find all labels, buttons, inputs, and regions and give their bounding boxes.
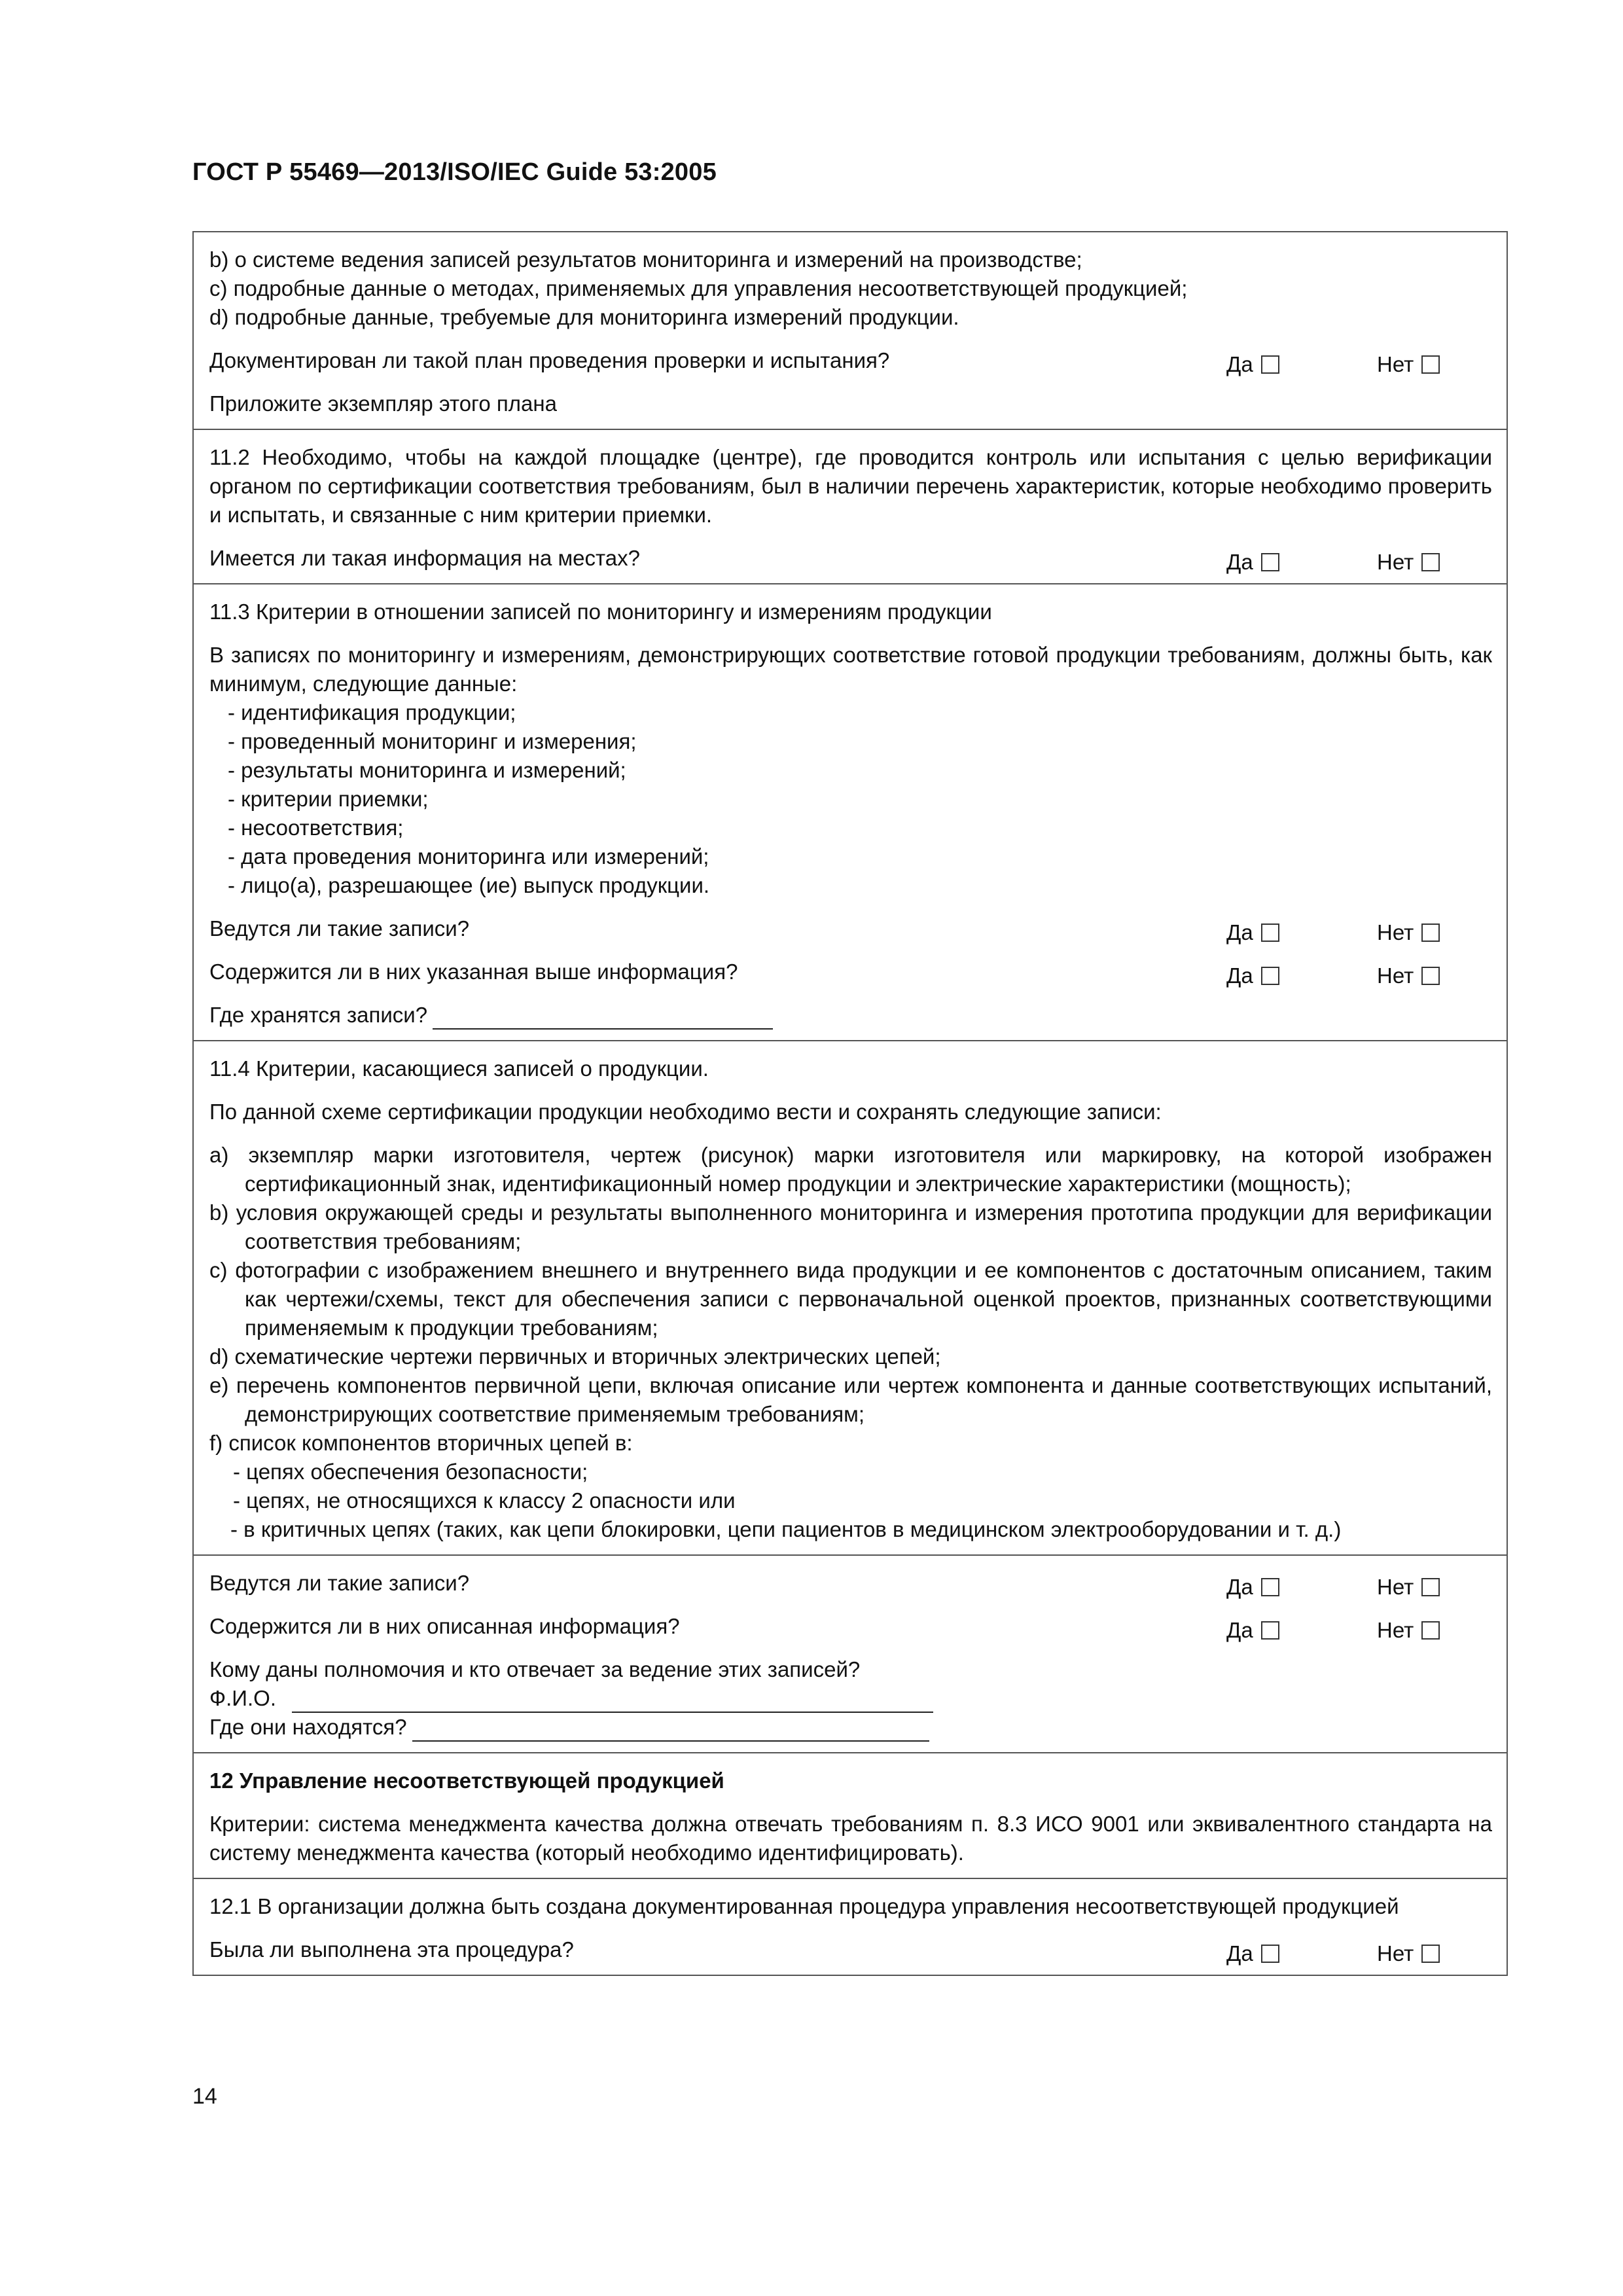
list-item: - идентификация продукции;	[228, 700, 516, 725]
question-text: Документирован ли такой план проведения проверки и испытания?	[209, 348, 890, 372]
yes-label: Да	[1226, 352, 1253, 376]
list-item: - результаты мониторинга и измерений;	[228, 758, 626, 782]
question-text: Была ли выполнена эта процедура?	[209, 1937, 574, 1962]
section-11-2	[194, 429, 1507, 583]
no-label: Нет	[1377, 550, 1414, 574]
list-item: b) о системе ведения записей результатов мониторинга и измерений на производстве;	[209, 247, 1082, 272]
responsibility-question: Кому даны полномочия и кто отвечает за ведение этих записей?	[209, 1657, 861, 1681]
yes-label: Да	[1226, 550, 1253, 574]
checklist-form	[192, 231, 1508, 1976]
section-11-4	[194, 1040, 1507, 1554]
no-checkbox[interactable]	[1421, 967, 1440, 985]
section-11-4-questions	[194, 1554, 1507, 1752]
list-item: b) условия окружающей среды и результаты выполненного мониторинга и измерения прототипа продукции для верификации соответствия требованиям;	[209, 1200, 1492, 1253]
location-input[interactable]	[412, 1719, 929, 1742]
yes-label: Да	[1226, 963, 1253, 988]
page-number: 14	[192, 2084, 217, 2109]
no-checkbox[interactable]	[1421, 553, 1440, 571]
yes-checkbox[interactable]	[1261, 553, 1279, 571]
question-row	[209, 544, 1492, 573]
section-heading: 11.3 Критерии в отношении записей по мониторингу и измерениям продукции	[209, 600, 992, 624]
list-item: - проведенный мониторинг и измерения;	[228, 729, 637, 753]
yes-label: Да	[1226, 1575, 1253, 1599]
list-item: c) подробные данные о методах, применяемых для управления несоответствующей продукцией;	[209, 276, 1188, 300]
yes-checkbox[interactable]	[1261, 1621, 1279, 1640]
yes-label: Да	[1226, 920, 1253, 944]
section-text: 11.2 Необходимо, чтобы на каждой площадке (центре), где проводится контроль или испытания с целью верификации органом по сертификации соответствия требованиям, был в наличии перечень характеристик, которые необходимо проверить и испытать, и связанные с ним критерии приемки.	[209, 445, 1492, 527]
no-checkbox[interactable]	[1421, 355, 1440, 374]
list-item: - дата проведения мониторинга или измерений;	[228, 844, 709, 869]
section-12	[194, 1752, 1507, 1878]
where-field-row	[209, 1001, 1492, 1030]
question-text: Имеется ли такая информация на местах?	[209, 546, 640, 570]
section-12-1	[194, 1878, 1507, 1975]
no-label: Нет	[1377, 1941, 1414, 1965]
question-text: Ведутся ли такие записи?	[209, 916, 470, 941]
document-header: ГОСТ Р 55469—2013/ISO/IEC Guide 53:2005	[192, 158, 717, 186]
section-plan	[194, 232, 1507, 429]
fio-field-row	[209, 1684, 1492, 1713]
yes-checkbox[interactable]	[1261, 1945, 1279, 1963]
sub-list-item: - цепях обеспечения безопасности;	[233, 1460, 588, 1484]
list-item: d) схематические чертежи первичных и вторичных электрических цепей;	[209, 1344, 941, 1369]
section-intro: В записях по мониторингу и измерениям, демонстрирующих соответствие готовой продукции требованиям, должны быть, как минимум, следующие данные:	[209, 643, 1492, 696]
yes-checkbox[interactable]	[1261, 924, 1279, 942]
location-label: Где они находятся?	[209, 1715, 407, 1739]
no-checkbox[interactable]	[1421, 924, 1440, 942]
no-label: Нет	[1377, 963, 1414, 988]
where-input[interactable]	[433, 1007, 773, 1030]
list-item: a) экземпляр марки изготовителя, чертеж (рисунок) марки изготовителя или маркировку, на которой изображен сертификационный знак, идентификационный номер продукции и электрические характеристики (мощность);	[209, 1143, 1492, 1196]
yes-label: Да	[1226, 1941, 1253, 1965]
yes-checkbox[interactable]	[1261, 1578, 1279, 1596]
section-intro: По данной схеме сертификации продукции необходимо вести и сохранять следующие записи:	[209, 1100, 1162, 1124]
location-field-row	[209, 1713, 1492, 1742]
question-row	[209, 914, 1492, 943]
list-item: - лицо(а), разрешающее (ие) выпуск продукции.	[228, 873, 710, 897]
section-heading: 12 Управление несоответствующей продукцией	[209, 1768, 724, 1793]
yes-checkbox[interactable]	[1261, 967, 1279, 985]
no-label: Нет	[1377, 920, 1414, 944]
no-label: Нет	[1377, 1618, 1414, 1642]
list-item: - критерии приемки;	[228, 787, 429, 811]
no-label: Нет	[1377, 352, 1414, 376]
section-text: Критерии: система менеджмента качества должна отвечать требованиям п. 8.3 ИСО 9001 или эквивалентного стандарта на систему менеджмента качества (который необходимо идентифицировать).	[209, 1812, 1492, 1865]
note-text: Приложите экземпляр этого плана	[209, 391, 557, 416]
sub-list-item: - цепях, не относящихся к классу 2 опасности или	[233, 1488, 736, 1513]
list-item: d) подробные данные, требуемые для мониторинга измерений продукции.	[209, 305, 959, 329]
list-item: f) список компонентов вторичных цепей в:	[209, 1431, 633, 1455]
sub-list-item: - в критичных цепях (таких, как цепи блокировки, цепи пациентов в медицинском электрооборудовании и т. д.)	[230, 1517, 1342, 1541]
question-row	[209, 346, 1492, 375]
section-11-3	[194, 583, 1507, 1040]
list-item: e) перечень компонентов первичной цепи, включая описание или чертеж компонента и данные соответствующих испытаний, демонстрирующих соответствие применяемым требованиям;	[209, 1373, 1492, 1426]
fio-input[interactable]	[292, 1691, 933, 1713]
where-label: Где хранятся записи?	[209, 1003, 428, 1027]
yes-checkbox[interactable]	[1261, 355, 1279, 374]
section-text: 12.1 В организации должна быть создана документированная процедура управления несоответствующей продукцией	[209, 1894, 1399, 1918]
no-checkbox[interactable]	[1421, 1945, 1440, 1963]
question-row	[209, 1612, 1492, 1641]
list-item: - несоответствия;	[228, 816, 404, 840]
list-item: c) фотографии с изображением внешнего и внутреннего вида продукции и ее компонентов с достаточным описанием, таким как чертежи/схемы, текст для обеспечения записи с первоначальной оценкой проектов, признанных соответствующими применяемым к продукции требованиям;	[209, 1258, 1492, 1340]
question-text: Содержится ли в них указанная выше информация?	[209, 960, 738, 984]
question-row	[209, 1935, 1492, 1964]
question-row	[209, 1569, 1492, 1598]
fio-label: Ф.И.О.	[209, 1686, 276, 1710]
question-text: Содержится ли в них описанная информация?	[209, 1614, 680, 1638]
no-label: Нет	[1377, 1575, 1414, 1599]
yes-label: Да	[1226, 1618, 1253, 1642]
question-row	[209, 958, 1492, 986]
no-checkbox[interactable]	[1421, 1578, 1440, 1596]
section-heading: 11.4 Критерии, касающиеся записей о продукции.	[209, 1056, 709, 1081]
no-checkbox[interactable]	[1421, 1621, 1440, 1640]
question-text: Ведутся ли такие записи?	[209, 1571, 470, 1595]
